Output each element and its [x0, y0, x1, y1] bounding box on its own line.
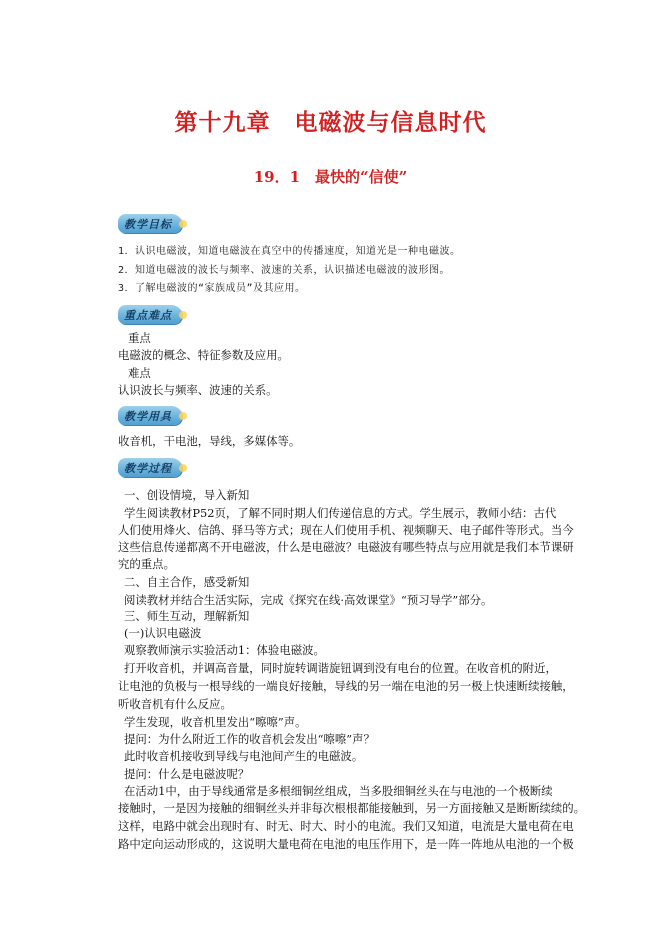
paragraph-line: 听收音机有什么反应。: [118, 697, 232, 711]
paragraph-line: 阅读教材并结合生活实际，完成《探究在线·高效课堂》“预习导学”部分。: [124, 593, 493, 607]
objective-item: 2．知道电磁波的波长与频率、波速的关系，认识描述电磁波的波形图。: [118, 265, 451, 276]
difficulty-label: 难点: [128, 366, 151, 380]
focus-text: 电磁波的概念、特征参数及应用。: [118, 348, 289, 362]
paragraph-line: 在活动1中，由于导线通常是多根细铜丝组成，当多股细铜丝头在与电池的一个极断续: [124, 784, 553, 798]
tag-label: 教学过程: [124, 462, 172, 475]
paragraph-line: 路中定向运动形成的，这说明大量电荷在电池的电压作用下，是一阵一阵地从电池的一个极: [118, 837, 574, 851]
answer-line: 此时收音机接收到导线与电池间产生的电磁波。: [124, 749, 364, 763]
tag-key-points: [118, 305, 182, 324]
tag-teaching-process: [118, 458, 182, 477]
tag-label: 重点难点: [124, 309, 172, 322]
difficulty-text: 认识波长与频率、波速的关系。: [118, 383, 278, 397]
tools-text: 收音机，干电池，导线，多媒体等。: [118, 434, 301, 448]
chapter-title: 第十九章 电磁波与信息时代: [174, 109, 487, 136]
process-heading-2: 二、自主合作，感受新知: [124, 575, 250, 589]
paragraph-line: 观察教师演示实验活动1：体验电磁波。: [124, 643, 325, 657]
objective-item: 3．了解电磁波的“家族成员”及其应用。: [118, 283, 306, 294]
paragraph-line: 究的重点。: [118, 557, 175, 571]
process-heading-3: 三、师生互动，理解新知: [124, 609, 250, 623]
objective-item: 1．认识电磁波，知道电磁波在真空中的传播速度，知道光是一种电磁波。: [118, 246, 461, 257]
paragraph-line: 打开收音机，并调高音量，同时旋转调谐旋钮调到没有电台的位置。在收音机的附近，: [124, 661, 557, 675]
paragraph-line: 接触时，一是因为接触的细铜丝头并非每次根根都能接触到，另一方面接触又是断断续续的。: [118, 801, 586, 815]
tag-label: 教学用具: [124, 410, 172, 423]
focus-label: 重点: [128, 331, 151, 345]
tag-teaching-tools: [118, 406, 182, 425]
tag-label: 教学目标: [124, 218, 172, 231]
question-line: 提问：什么是电磁波呢？: [124, 767, 250, 781]
paragraph-line: 这样，电路中就会出现时有、时无、时大、时小的电流。我们又知道，电流是大量电荷在电: [118, 819, 574, 833]
process-heading-1: 一、创设情境，导入新知: [124, 488, 250, 502]
tag-teaching-objectives: [118, 214, 182, 233]
section-title: 19．1 最快的“信使”: [253, 168, 408, 186]
paragraph-line: 这些信息传递都离不开电磁波，什么是电磁波？电磁波有哪些特点与应用就是我们本节课研: [118, 540, 574, 554]
question-line: 提问：为什么附近工作的收音机会发出“嚓嚓”声？: [124, 732, 375, 746]
paragraph-line: 人们使用烽火、信鸽、驿马等方式；现在人们使用手机、视频聊天、电子邮件等形式。当今: [118, 523, 574, 537]
subsection-heading: (一)认识电磁波: [124, 626, 202, 640]
paragraph-line: 让电池的负极与一根导线的一端良好接触，导线的另一端在电池的另一极上快速断续接触，: [118, 679, 574, 693]
paragraph-line: 学生阅读教材P52页，了解不同时期人们传递信息的方式。学生展示，教师小结：古代: [124, 506, 557, 520]
paragraph-line: 学生发现，收音机里发出“嚓嚓”声。: [124, 715, 307, 729]
